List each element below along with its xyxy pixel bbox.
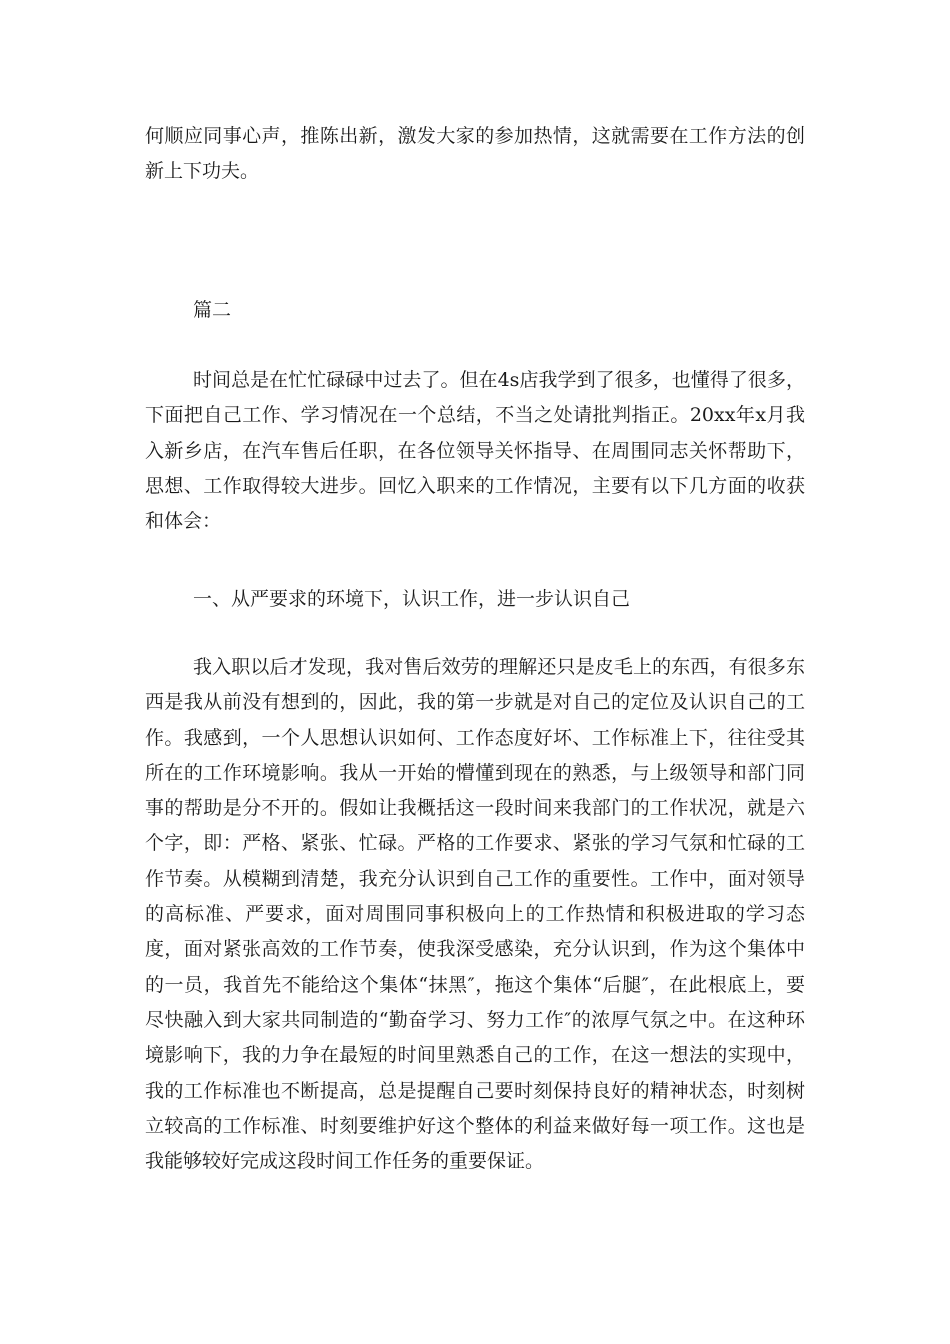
- subheading-1: 一、从严要求的环境下，认识工作，进一步认识自己: [193, 588, 631, 610]
- intro-paragraph: 时间总是在忙忙碌碌中过去了。但在4s店我学到了很多，也懂得了很多，下面把自己工作、学习情况在一个总结，不当之处请批判指正。20xx年x月我入新乡店，在汽车售后任职，在各位领导关怀指导、在周围同志关怀帮助下，思想、工作取得较大进步。回忆入职来的工作情况，主要有以下几方面的收获和体会：: [145, 369, 805, 533]
- section-heading: 篇二: [193, 299, 232, 321]
- continuation-paragraph: 何顺应同事心声，推陈出新，激发大家的参加热情，这就需要在工作方法的创新上下功夫。: [145, 125, 805, 183]
- body-paragraph-1: 我入职以后才发现，我对售后效劳的理解还只是皮毛上的东西，有很多东西是我从前没有想到的，因此，我的第一步就是对自己的定位及认识自己的工作。我感到，一个人思想认识如何、工作态度好坏、工作标准上下，往往受其所在的工作环境影响。我从一开始的懵懂到现在的熟悉，与上级领导和部门同事的帮助是分不开的。假如让我概括这一段时间来我部门的工作状况，就是六个字，即：严格、紧张、忙碌。严格的工作要求、紧张的学习气氛和忙碌的工作节奏。从模糊到清楚，我充分认识到自己工作的重要性。工作中，面对领导的高标准、严要求，面对周围同事积极向上的工作热情和积极进取的学习态度，面对紧张高效的工作节奏，使我深受感染，充分认识到，作为这个集体中的一员，我首先不能给这个集体“抹黑″，拖这个集体“后腿″，在此根底上，要尽快融入到大家共同制造的“勤奋学习、努力工作″的浓厚气氛之中。在这种环境影响下，我的力争在最短的时间里熟悉自己的工作，在这一想法的实现中，我的工作标准也不断提高，总是提醒自己要时刻保持良好的精神状态，时刻树立较高的工作标准、时刻要维护好这个整体的利益来做好每一项工作。这也是我能够较好完成这段时间工作任务的重要保证。: [145, 656, 805, 1173]
